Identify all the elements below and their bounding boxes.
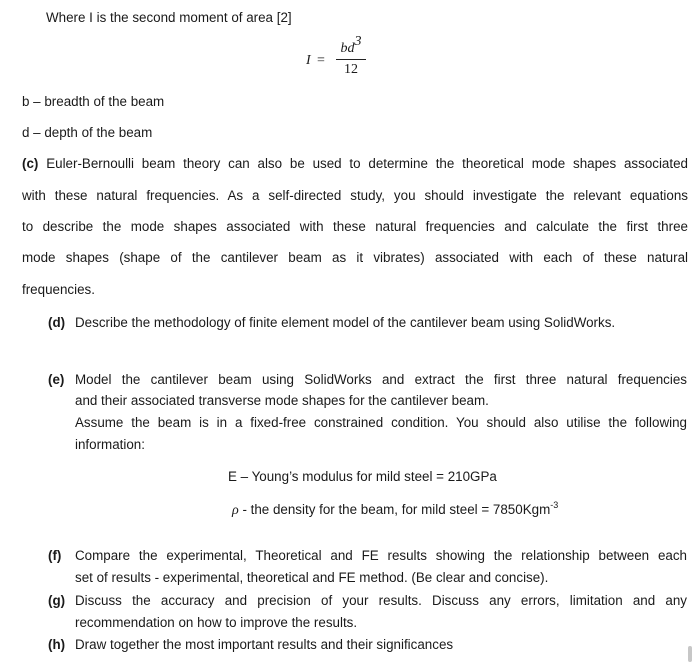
definition-d: d – depth of the beam [22,125,153,140]
equation-equals: = [317,53,325,68]
definition-b: b – breadth of the beam [22,94,165,109]
moment-of-area-equation [306,33,366,82]
part-c-line-5: frequencies. [22,282,95,297]
density-unit-exponent: -3 [550,499,559,510]
part-h-text: Draw together the most important results and their significances [75,637,454,652]
rho-symbol: ρ [232,503,239,518]
fraction-bar [336,59,366,60]
part-c-line-1: (c) Euler-Bernoulli beam theory can also be used to determine the theoretical mode shapes associated [22,156,688,171]
part-e-line-2: and their associated transverse mode shapes for the cantilever beam. [75,393,489,408]
part-f-line-1: Compare the experimental, Theoretical and FE results showing the relationship between each [75,548,687,563]
part-e-line-3: Assume the beam is in a fixed-free constrained condition. You should also utilise the following [75,415,687,430]
part-g-label: (g) [48,593,66,608]
part-e-line-1: Model the cantilever beam using SolidWorks and extract the first three natural frequencies [75,372,687,387]
part-d-label: (d) [48,315,66,330]
part-g-line-1: Discuss the accuracy and precision of your results. Discuss any errors, limitation and any [75,593,687,608]
part-f-label: (f) [48,548,62,563]
part-c-line-4: mode shapes (shape of the cantilever beam as it vibrates) associated with each of these natural [22,250,688,265]
density-info: ρ - the density for the beam, for mild steel = 7850Kgm$^{-3}$ [232,499,559,518]
part-e-label: (e) [48,372,65,387]
equation-lhs: I [306,53,311,68]
part-g-line-2: recommendation on how to improve the results. [75,615,358,630]
part-c-label: (c) [22,156,39,171]
part-c-line-3: to describe the mode shapes associated with these natural frequencies and calculate the first three [22,219,688,234]
part-c-line-2: with these natural frequencies. As a self-directed study, you should investigate the relevant equations [22,188,688,203]
equation-denominator: 12 [344,62,358,77]
part-d-text: Describe the methodology of finite element model of the cantilever beam using SolidWorks. [75,315,616,330]
equation-numerator: bd [340,41,355,56]
part-h-label: (h) [48,637,66,652]
youngs-modulus-info: E – Young’s modulus for mild steel = 210GPa [228,469,497,484]
scrollbar-thumb[interactable] [688,646,692,662]
intro-text: Where I is the second moment of area [2] [46,10,292,25]
part-e-line-4: information: [75,437,145,452]
part-f-line-2: set of results - experimental, theoretical and FE method. (Be clear and concise). [75,570,549,585]
equation-numerator-exponent: 3 [354,33,362,49]
